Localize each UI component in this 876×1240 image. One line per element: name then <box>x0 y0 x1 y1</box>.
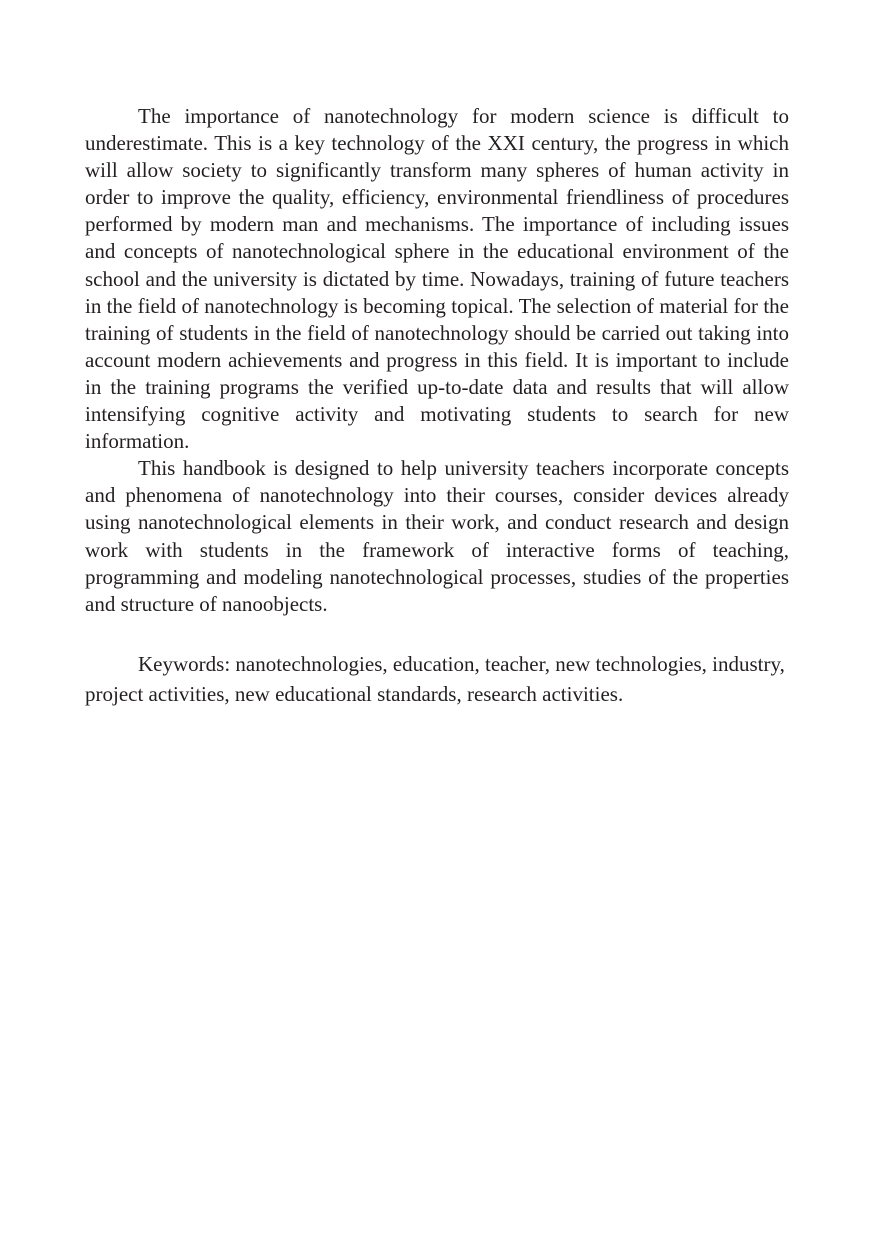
abstract-paragraph-2: This handbook is designed to help university teachers incorporate concepts and phenomena of nanotechnology into their courses, consider devices already using nanotechnological elements in their work, and conduct research and design work with students in the framework of interactive forms of teaching, programming and modeling nanotechnological processes, studies of the properties and structure of nanoobjects. <box>85 456 789 616</box>
abstract-paragraph-1: The importance of nanotechnology for modern science is difficult to underestimate. This is a key technology of the XXI century, the progress in which will allow society to significantly transform many spheres of human activity in order to improve the quality, efficiency, environmental friendliness of procedures performed by modern man and mechanisms. The importance of including issues and concepts of nanotechnological sphere in the educational environment of the school and the university is dictated by time. Nowadays, training of future teachers in the field of nanotechnology is becoming topical. The selection of material for the training of students in the field of nanotechnology should be carried out taking into account modern achievements and progress in this field. It is important to include in the training programs the verified up-to-date data and results that will allow intensifying cognitive activity and motivating students to search for new information. <box>85 104 789 454</box>
abstract-text-block <box>85 103 789 710</box>
keywords-paragraph: Keywords: nanotechnologies, education, teacher, new technologies, industry, project activities, new educational standards, research activities. <box>85 651 785 707</box>
